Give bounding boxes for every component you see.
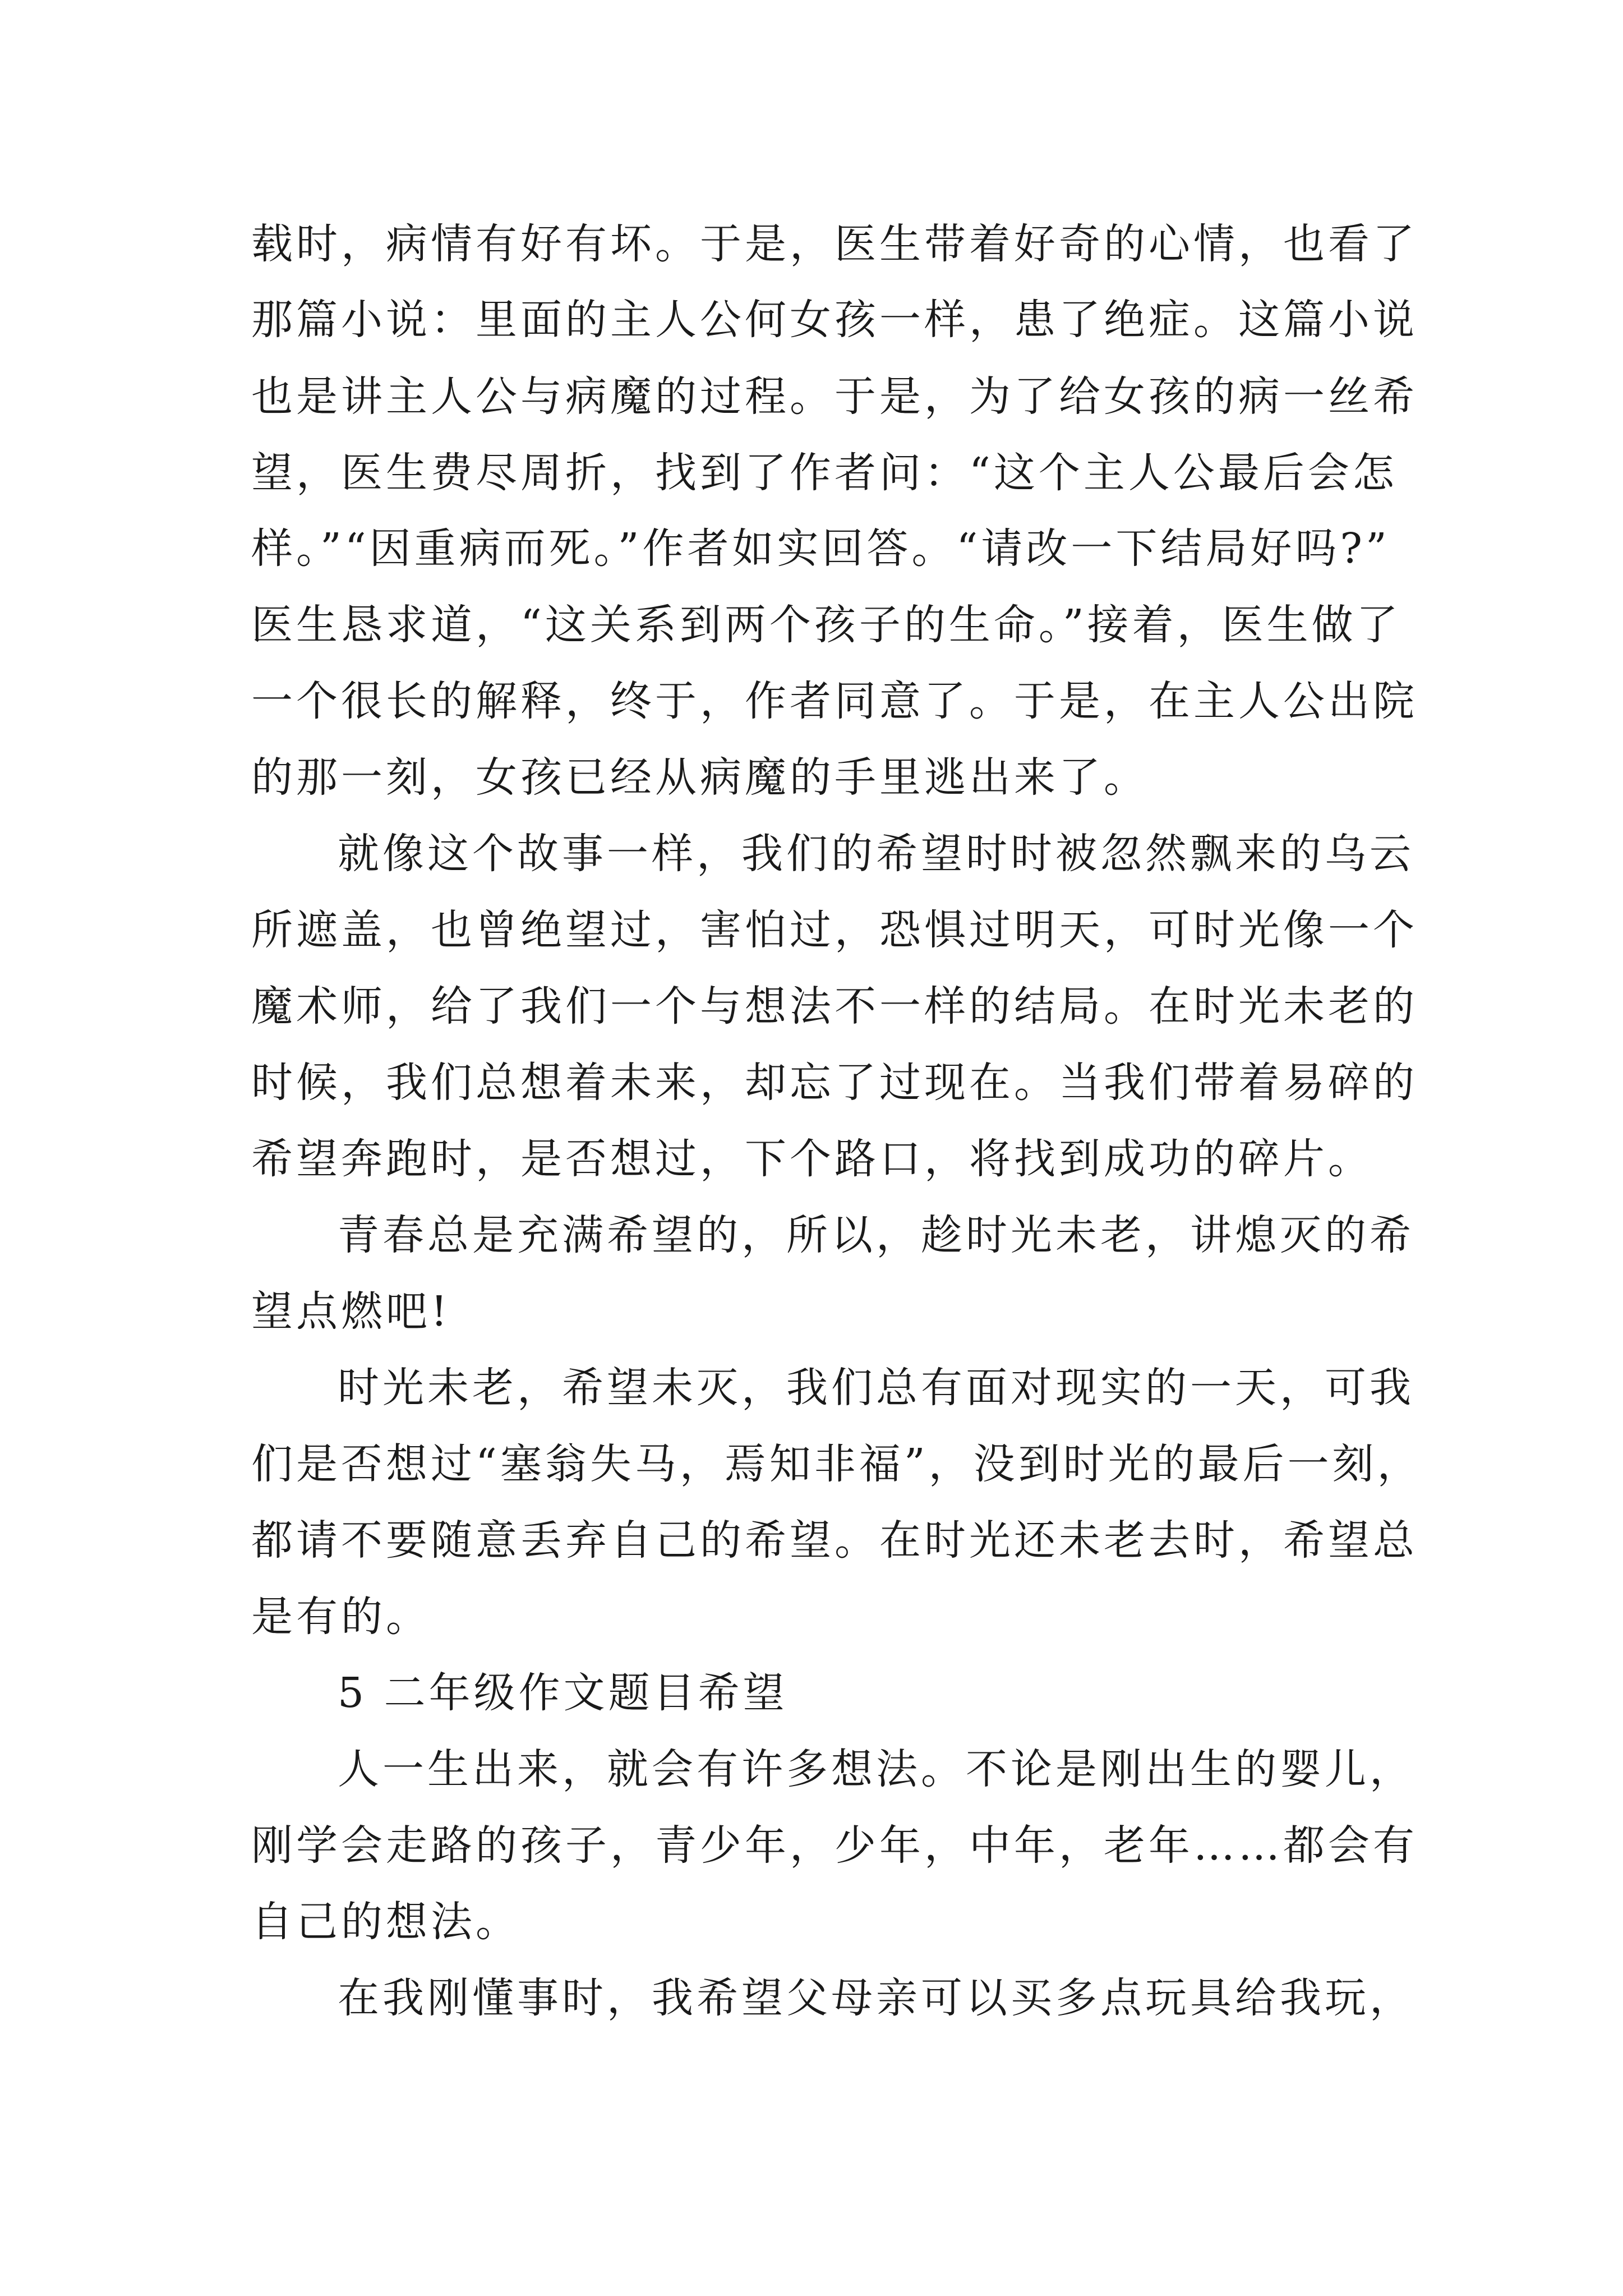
text-line: 所遮盖，也曾绝望过，害怕过，恐惧过明天，可时光像一个	[251, 906, 1418, 954]
section-heading: 5 二年级作文题目希望	[338, 1669, 788, 1717]
text-line: 样。”“因重病而死。”作者如实回答。“请改一下结局好吗?”	[251, 524, 1390, 573]
paragraph-start-line: 时光未老，希望未灭，我们总有面对现实的一天，可我	[338, 1364, 1414, 1412]
text-line: 的那一刻，女孩已经从病魔的手里逃出来了。	[251, 753, 1149, 802]
text-line: 希望奔跑时，是否想过，下个路口，将找到成功的碎片。	[251, 1135, 1373, 1183]
text-line: 时候，我们总想着未来，却忘了过现在。当我们带着易碎的	[251, 1059, 1418, 1107]
text-line: 载时，病情有好有坏。于是，医生带着好奇的心情，也看了	[251, 220, 1418, 268]
text-line: 魔术师，给了我们一个与想法不一样的结局。在时光未老的	[251, 982, 1418, 1030]
text-line: 也是讲主人公与病魔的过程。于是，为了给女孩的病一丝希	[251, 372, 1418, 421]
text-line: 望点燃吧!	[251, 1287, 451, 1336]
text-line: 们是否想过“塞翁失马，焉知非福”，没到时光的最后一刻，	[251, 1440, 1422, 1488]
text-line: 一个很长的解释，终于，作者同意了。于是，在主人公出院	[251, 677, 1418, 725]
text-line: 医生恳求道，“这关系到两个孩子的生命。”接着，医生做了	[251, 601, 1401, 649]
paragraph-start-line: 青春总是充满希望的，所以，趁时光未老，讲熄灭的希	[338, 1211, 1414, 1259]
text-line: 望，医生费尽周折，找到了作者问：“这个主人公最后会怎	[251, 449, 1398, 497]
text-line: 自己的想法。	[251, 1898, 520, 1946]
text-line: 那篇小说：里面的主人公何女孩一样，患了绝症。这篇小说	[251, 296, 1418, 344]
text-line: 是有的。	[251, 1593, 431, 1641]
text-line: 刚学会走路的孩子，青少年，少年，中年，老年……都会有	[251, 1821, 1418, 1870]
paragraph-start-line: 就像这个故事一样，我们的希望时时被忽然飘来的乌云	[338, 830, 1414, 878]
text-line: 都请不要随意丢弃自己的希望。在时光还未老去时，希望总	[251, 1516, 1418, 1565]
paragraph-start-line: 人一生出来，就会有许多想法。不论是刚出生的婴儿，	[338, 1745, 1414, 1793]
paragraph-start-line: 在我刚懂事时，我希望父母亲可以买多点玩具给我玩，	[338, 1974, 1414, 2022]
